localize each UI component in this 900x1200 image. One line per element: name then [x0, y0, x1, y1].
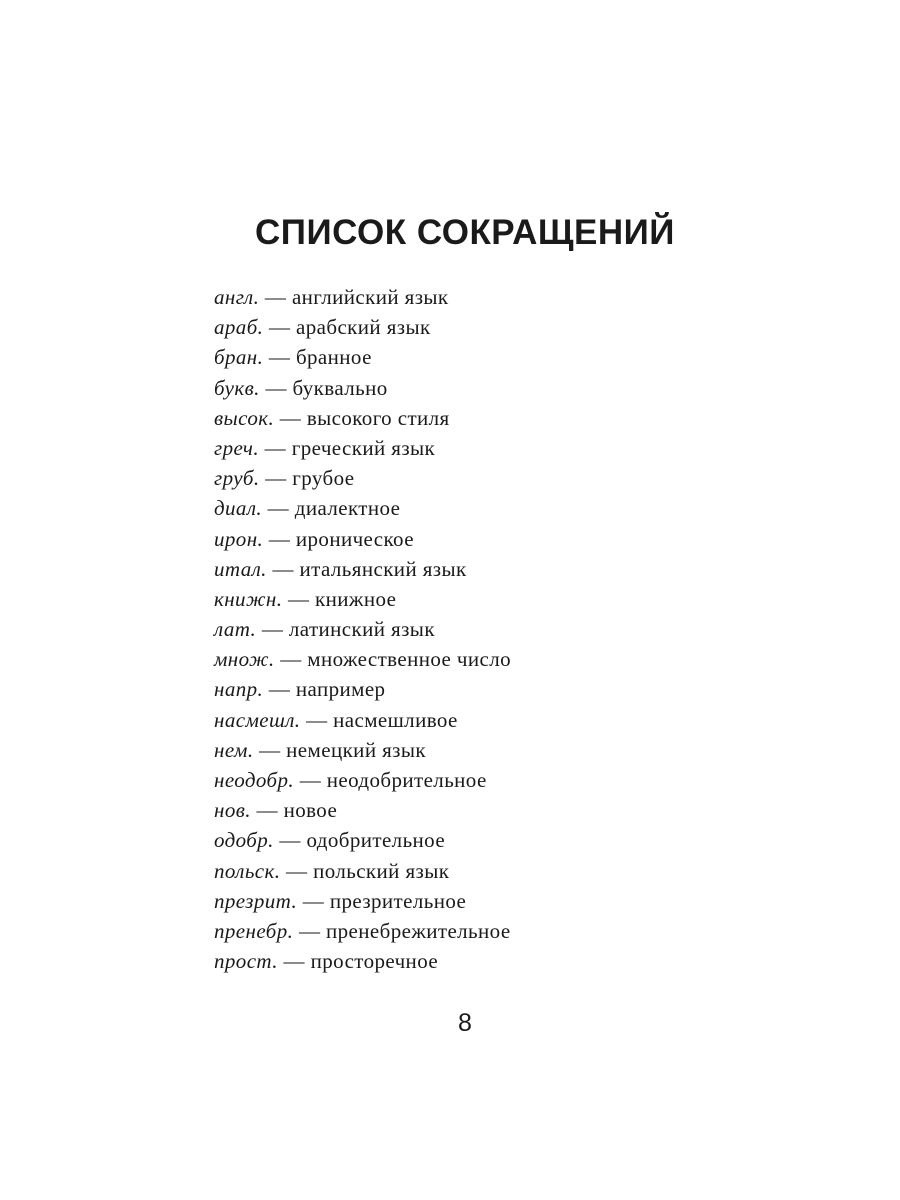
abbreviation-term: лат.	[214, 617, 257, 642]
abbreviation-meaning: высокого стиля	[306, 405, 450, 430]
abbreviation-term: груб.	[214, 466, 260, 491]
entry-separator: —	[282, 586, 316, 611]
page-number: 8	[458, 1009, 472, 1037]
abbreviation-entry	[214, 614, 511, 644]
abbreviation-meaning: новое	[283, 798, 338, 823]
page-title: СПИСОК СОКРАЩЕНИЙ	[255, 213, 675, 252]
abbreviation-entry	[214, 312, 511, 342]
abbreviation-meaning: презрительное	[329, 888, 467, 913]
abbreviation-term: араб.	[214, 315, 264, 340]
abbreviation-meaning: книжное	[315, 586, 397, 611]
entry-separator: —	[294, 768, 327, 792]
abbreviation-term: презрит.	[214, 888, 298, 913]
abbreviation-meaning: грубое	[292, 466, 355, 491]
abbreviation-meaning: бранное	[295, 345, 372, 370]
abbreviation-entry	[214, 946, 511, 976]
entry-separator: —	[256, 617, 289, 642]
abbreviation-term: букв.	[214, 375, 260, 400]
abbreviation-meaning: буквально	[292, 375, 388, 400]
entry-separator: —	[277, 949, 311, 974]
abbreviation-term: нов.	[214, 798, 251, 823]
abbreviation-term: насмешл.	[214, 707, 301, 732]
entry-separator: —	[274, 405, 307, 430]
entry-separator: —	[293, 918, 326, 943]
entry-separator: —	[300, 707, 334, 732]
abbreviation-entry	[214, 584, 511, 614]
abbreviation-meaning: неодобрительное	[326, 768, 487, 792]
abbreviation-entry	[214, 644, 511, 674]
abbreviation-entry	[214, 493, 511, 523]
entry-separator: —	[262, 496, 295, 521]
abbreviation-term: неодобр.	[214, 768, 295, 792]
entry-separator: —	[259, 375, 293, 400]
abbreviation-meaning: польский язык	[313, 858, 450, 883]
abbreviation-meaning: пренебрежительное	[326, 918, 511, 943]
abbreviation-meaning: немецкий язык	[286, 737, 426, 762]
abbreviation-term: итал.	[214, 556, 267, 581]
abbreviation-entry	[214, 705, 511, 735]
abbreviation-meaning: ироническое	[295, 526, 414, 551]
abbreviation-entry	[214, 433, 511, 463]
abbreviation-term: греч.	[214, 435, 260, 460]
abbreviation-entry	[214, 403, 511, 433]
entry-separator: —	[263, 315, 297, 340]
entry-separator: —	[263, 345, 296, 370]
entry-separator: —	[253, 737, 287, 762]
abbreviation-entry	[214, 554, 511, 584]
abbreviation-entry	[214, 282, 511, 312]
abbreviation-entry	[214, 856, 511, 886]
entry-separator: —	[274, 647, 308, 672]
abbreviation-entry	[214, 735, 511, 765]
abbreviation-meaning: итальянский язык	[299, 556, 467, 581]
abbreviation-entry	[214, 674, 511, 704]
abbreviation-entry	[214, 795, 511, 825]
abbreviation-entry	[214, 825, 511, 855]
abbreviation-meaning: одобрительное	[306, 828, 446, 853]
entry-separator: —	[263, 677, 296, 702]
entry-separator: —	[259, 285, 292, 309]
abbreviation-list	[214, 282, 511, 976]
abbreviation-term: пренебр.	[214, 918, 294, 943]
abbreviation-term: ирон.	[214, 526, 264, 551]
abbreviation-entry	[214, 524, 511, 554]
abbreviation-entry	[214, 886, 511, 916]
entry-separator: —	[250, 798, 284, 823]
abbreviation-term: диал.	[214, 496, 263, 521]
abbreviation-entry	[214, 916, 511, 946]
entry-separator: —	[297, 888, 330, 913]
abbreviation-term: бран.	[214, 345, 264, 370]
abbreviation-meaning: греческий язык	[291, 435, 436, 460]
abbreviation-meaning: арабский язык	[296, 315, 431, 340]
abbreviation-meaning: например	[295, 677, 386, 702]
abbreviation-term: множ.	[214, 647, 275, 672]
entry-separator: —	[259, 466, 293, 491]
abbreviation-term: англ.	[214, 285, 260, 309]
abbreviation-term: одобр.	[214, 828, 274, 853]
abbreviation-term: нем.	[214, 737, 254, 762]
abbreviation-term: книжн.	[214, 586, 283, 611]
abbreviation-meaning: просторечное	[310, 949, 439, 974]
abbreviation-term: высок.	[214, 405, 275, 430]
abbreviation-entry	[214, 765, 511, 795]
abbreviation-meaning: английский язык	[291, 285, 449, 309]
entry-separator: —	[259, 435, 292, 460]
abbreviation-meaning: латинский язык	[288, 617, 435, 642]
abbreviation-term: польск.	[214, 858, 281, 883]
entry-separator: —	[263, 526, 296, 551]
entry-separator: —	[266, 556, 300, 581]
abbreviation-entry	[214, 463, 511, 493]
abbreviation-meaning: насмешливое	[333, 707, 458, 732]
abbreviation-entry	[214, 373, 511, 403]
entry-separator: —	[273, 828, 307, 853]
abbreviation-meaning: диалектное	[294, 496, 401, 521]
abbreviation-term: прост.	[214, 949, 278, 974]
abbreviation-meaning: множественное число	[307, 647, 511, 672]
abbreviation-term: напр.	[214, 677, 264, 702]
abbreviation-entry	[214, 342, 511, 372]
entry-separator: —	[280, 858, 314, 883]
